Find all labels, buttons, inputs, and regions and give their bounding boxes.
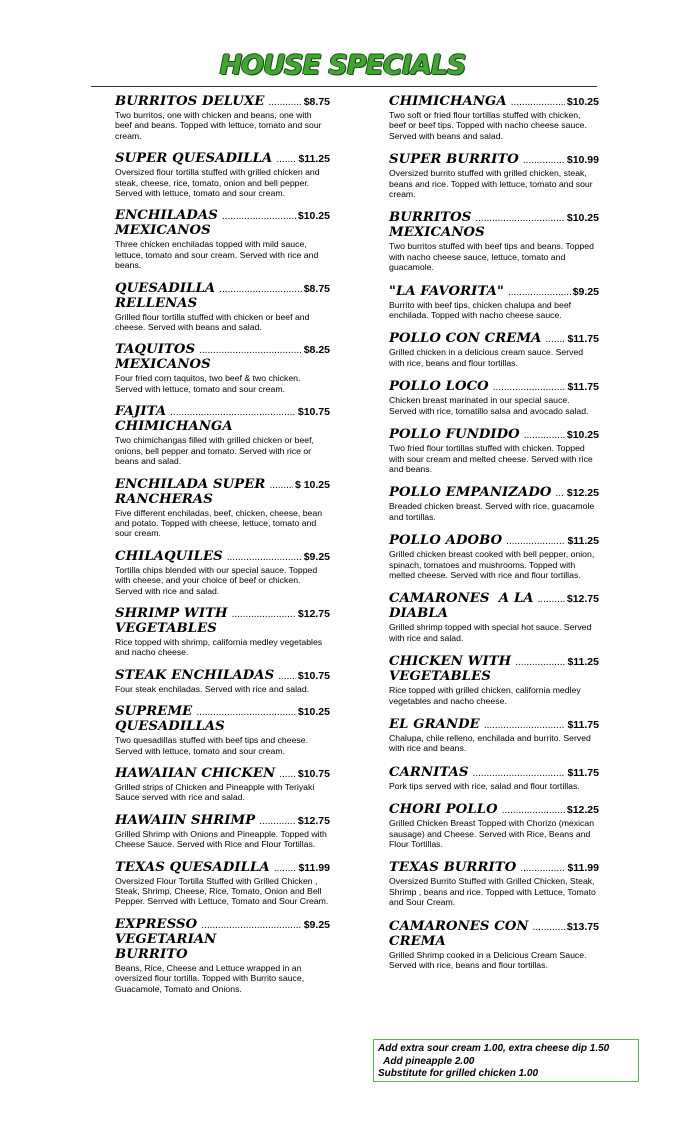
menu-item-description: Two quesadillas stuffed with beef tips and cheese. Served with lettuce, tomato and sour cream. xyxy=(115,735,309,756)
menu-item-header xyxy=(389,802,599,817)
menu-item-description: Grilled Shrimp with Onions and Pineapple. Topped with Cheese Sauce. Served with Rice and Flour Tortillas. xyxy=(115,828,327,850)
menu-item-header xyxy=(389,379,599,394)
menu-item-header xyxy=(115,477,330,492)
menu-item-name: HAWAIIAN CHICKEN xyxy=(115,765,276,781)
menu-item-header xyxy=(115,281,330,296)
menu-item-price: $11.25 xyxy=(567,535,599,548)
menu-item xyxy=(115,766,330,803)
menu-item-price: $10.99 xyxy=(566,154,599,167)
menu-item-description: Grilled shrimp topped with special hot sauce. Served with rice and salad. xyxy=(389,622,592,643)
menu-item-price: $12.75 xyxy=(297,607,330,620)
menu-item-name: BURRITOS DELUXE xyxy=(115,94,265,109)
menu-item-name: CARNITAS xyxy=(389,764,469,780)
menu-item-description: Three chicken enchiladas topped with mild sauce, lettuce, tomato and sour cream. Served with rice and beans. xyxy=(115,239,319,271)
menu-item-description: Grilled Chicken Breast Topped with Chorizo (mexican sausage) and Cheese. Served with Rice, Beans and Flour Tortillas. xyxy=(389,818,595,849)
menu-item xyxy=(389,765,599,791)
dot-leader xyxy=(199,346,302,356)
menu-item xyxy=(115,281,330,333)
menu-item xyxy=(389,533,599,580)
menu-item-header xyxy=(115,668,330,683)
dot-leader xyxy=(170,408,296,418)
menu-item-name: ENCHILADA SUPER xyxy=(115,476,266,492)
menu-item xyxy=(389,379,599,416)
dot-leader xyxy=(473,769,566,779)
menu-item-name-continued: MEXICANOS xyxy=(115,223,211,239)
menu-item-description: Burrito with beef tips, chicken chalupa and beef enchilada. Topped with nacho cheese sauce. xyxy=(389,299,572,321)
menu-item-description: Grilled chicken in a delicious cream sauce. Served with rice, beans and flour tortillas. xyxy=(389,347,584,368)
menu-item-header xyxy=(115,766,330,781)
menu-item-price: $11.99 xyxy=(567,862,599,875)
menu-item xyxy=(115,208,330,270)
menu-item-header xyxy=(389,717,599,732)
menu-item-header xyxy=(115,917,330,932)
menu-item-header xyxy=(115,549,330,564)
dot-leader xyxy=(227,553,302,563)
dot-leader xyxy=(232,610,296,620)
menu-item-price: $11.25 xyxy=(298,153,330,166)
dot-leader xyxy=(523,156,565,166)
menu-item-header xyxy=(389,210,599,225)
menu-item-price: $8.25 xyxy=(303,344,330,357)
menu-item-header xyxy=(389,591,599,606)
menu-item-price: $10.25 xyxy=(566,429,599,442)
menu-item-price: $10.25 xyxy=(297,706,330,719)
menu-item-description: Two burritos, one with chicken and beans, one with beef and beans. Topped with lettuce, tomato and sour cream. xyxy=(115,110,322,141)
menu-item-name: EXPRESSO xyxy=(115,916,198,932)
menu-item-name: EL GRANDE xyxy=(389,716,480,732)
menu-item-name-continued: RELLENAS xyxy=(115,295,198,311)
menu-item-header xyxy=(389,152,599,167)
menu-item-name: HAWAIIN SHRIMP xyxy=(115,812,256,828)
dot-leader xyxy=(201,921,301,931)
menu-column-right xyxy=(389,94,599,981)
menu-item-header xyxy=(115,860,330,875)
menu-item-header xyxy=(389,765,599,780)
menu-item xyxy=(115,342,330,394)
menu-item-name: CHICKEN WITH xyxy=(389,654,512,670)
dot-leader xyxy=(268,98,301,108)
menu-column-left xyxy=(115,94,330,1004)
menu-item xyxy=(389,284,599,321)
menu-item-name: STEAK ENCHILADAS xyxy=(115,667,275,683)
menu-item xyxy=(115,606,330,658)
dot-leader xyxy=(520,864,565,874)
extras-line-3: Substitute for grilled chicken 1.00 xyxy=(378,1068,539,1080)
menu-item-price: $9.25 xyxy=(572,285,599,298)
menu-item-price: $8.75 xyxy=(303,282,330,295)
menu-item-header xyxy=(389,860,599,875)
menu-item-price: $8.75 xyxy=(303,96,330,108)
menu-item-header xyxy=(115,94,330,109)
menu-item-name: FAJITA xyxy=(115,404,167,420)
title-divider xyxy=(91,86,597,87)
menu-item-header xyxy=(389,654,599,669)
menu-item-header xyxy=(115,342,330,357)
menu-item-description: Rice topped with grilled chicken, california medley vegetables and nacho cheese. xyxy=(389,685,581,706)
menu-item-description: Oversized Flour Tortilla Stuffed with Grilled Chicken , Steak, Shrimp, Cheese, Rice, Tomato, Onion and Bell Pepper. Serrved with Lettuce, Tomato and Sour Cream. xyxy=(115,875,329,907)
menu-item xyxy=(389,654,599,706)
menu-item-description: Oversized flour tortilla stuffed with grilled chicken and steak, cheese, rice, tomato, onion and bell pepper. Served with lettuce, tomato and sour cream. xyxy=(115,167,320,199)
menu-item-description: Pork tips served with rice, salad and flour tortillas. xyxy=(389,780,580,791)
menu-item-header xyxy=(389,533,599,548)
menu-item-description: Two soft or fried flour tortillas stuffed with chicken, beef or beef tips. Topped with nacho cheese sauce. Served with beans and salad. xyxy=(389,110,587,141)
menu-item-name: SHRIMP WITH xyxy=(115,605,228,621)
menu-item-description: Beans, Rice, Cheese and Lettuce wrapped in an oversized flour tortilla. Topped with Burrito sauce, Guacamole, Tomato and Onions. xyxy=(115,962,305,994)
extras-note-box xyxy=(373,1039,639,1082)
dot-leader xyxy=(533,923,565,933)
menu-item-price: $10.25 xyxy=(566,212,599,225)
menu-item xyxy=(389,152,599,199)
menu-item-name: ENCHILADAS xyxy=(115,208,218,224)
menu-item-header xyxy=(115,151,330,166)
dot-leader xyxy=(511,98,565,108)
dot-leader xyxy=(278,672,296,682)
menu-item-price: $11.75 xyxy=(567,766,599,779)
menu-item-name-continued: MEXICANOS xyxy=(389,225,485,241)
menu-item-header xyxy=(115,404,330,419)
menu-item-price: $12.25 xyxy=(566,804,599,817)
dot-leader xyxy=(196,708,296,718)
menu-item-name-continued: CHIMICHANGA xyxy=(115,419,233,435)
menu-item-name: TAQUITOS xyxy=(115,342,196,358)
menu-item-price: $10.75 xyxy=(297,767,330,780)
menu-item-name: SUPREME xyxy=(115,704,193,720)
menu-item xyxy=(389,94,599,141)
menu-item-description: Chicken breast marinated in our special sauce. Served with rice, tomatillo salsa and avocado salad. xyxy=(389,395,589,416)
menu-item-header xyxy=(115,704,330,719)
menu-item-price: $9.25 xyxy=(303,550,330,563)
dot-leader xyxy=(546,335,566,345)
menu-item-name: POLLO ADOBO xyxy=(389,533,503,549)
dot-leader xyxy=(502,806,565,816)
menu-item-header xyxy=(389,284,599,299)
menu-item-name: CAMARONES CON xyxy=(389,918,529,934)
dot-leader xyxy=(219,285,302,295)
menu-item-header xyxy=(389,485,599,500)
menu-item xyxy=(389,919,599,971)
menu-item xyxy=(115,94,330,141)
menu-item-price: $11.75 xyxy=(567,381,599,394)
menu-item-name: CHORI POLLO xyxy=(389,802,498,818)
menu-item-price: $11.99 xyxy=(298,861,330,874)
menu-item xyxy=(115,813,330,850)
dot-leader xyxy=(538,595,565,605)
menu-item xyxy=(389,717,599,754)
menu-item-description: Breaded chicken breast. Served with rice, guacamole and tortillas. xyxy=(389,501,595,522)
dot-leader xyxy=(508,288,571,298)
menu-item-header xyxy=(389,331,599,346)
menu-item xyxy=(115,477,330,539)
dot-leader xyxy=(475,214,565,224)
menu-item-description: Two burritos stuffed with beef tips and beans. Topped with nacho cheese sauce, lettuce, tomato and guacamole. xyxy=(389,241,594,273)
menu-item xyxy=(389,485,599,522)
menu-item-description: Oversized burrito stuffed with grilled chicken, steak, beans and rice. Topped with lettuce, tomato and sour cream. xyxy=(389,168,593,200)
menu-item xyxy=(115,917,330,994)
dot-leader xyxy=(222,212,296,222)
extras-line-1: Add extra sour cream 1.00, extra cheese dip 1.50 xyxy=(378,1043,610,1054)
menu-item-header xyxy=(115,813,330,828)
menu-item xyxy=(115,668,330,694)
menu-item-price: $12.25 xyxy=(566,487,599,500)
menu-item-description: Five different enchiladas, beef, chicken, cheese, bean and potato. Topped with cheese, lettuce, tomato and sour cream. xyxy=(115,507,323,539)
menu-item-description: Four steak enchiladas. Served with rice and salad. xyxy=(115,683,310,694)
menu-item-name: QUESADILLA xyxy=(115,280,216,296)
dot-leader xyxy=(276,155,296,165)
menu-item xyxy=(389,210,599,272)
menu-item-name: SUPER QUESADILLA xyxy=(115,151,273,167)
menu-item-name-continued: CREMA xyxy=(389,933,446,949)
menu-item-name: TEXAS QUESADILLA xyxy=(115,859,270,875)
dot-leader xyxy=(515,658,565,668)
menu-item-price: $10.75 xyxy=(297,406,330,419)
menu-item-name: "LA FAVORITA" xyxy=(389,283,504,299)
menu-item-description: Rice topped with shrimp, california medley vegetables and nacho cheese. xyxy=(115,636,323,658)
menu-item-name: TEXAS BURRITO xyxy=(389,860,517,876)
menu-item-name: CHIMICHANGA xyxy=(389,94,507,109)
menu-item-description: Four fried corn taquitos, two beef & two chicken. Served with lettuce, tomato and sour cream. xyxy=(115,373,301,394)
dot-leader xyxy=(269,481,293,491)
menu-item xyxy=(389,591,599,643)
menu-item-name-continued: VEGETARIAN BURRITO xyxy=(115,931,217,962)
menu-item xyxy=(389,427,599,474)
menu-item-name-continued: QUESADILLAS xyxy=(115,719,225,735)
menu-item-description: Chalupa, chile relleno, enchilada and burrito. Served with rice and beans. xyxy=(389,732,591,754)
dot-leader xyxy=(274,864,297,874)
menu-item xyxy=(115,151,330,198)
menu-item-description: Oversized Burrito Stuffed with Grilled Chicken, Steak, Shrimp , beans and rice. Topped with Lettuce, Tomato and Sour Cream. xyxy=(389,876,596,908)
menu-item-name: BURRITOS xyxy=(389,210,472,226)
dot-leader xyxy=(484,721,566,731)
dot-leader xyxy=(555,489,564,499)
menu-item-description: Grilled flour tortilla stuffed with chicken or beef and cheese. Served with beans and salad. xyxy=(115,311,310,333)
dot-leader xyxy=(279,770,296,780)
menu-item-name: POLLO FUNDIDO xyxy=(389,427,520,443)
menu-item xyxy=(115,704,330,756)
menu-item-description: Grilled strips of Chicken and Pineapple with Teriyaki Sauce served with rice and salad. xyxy=(115,781,315,803)
menu-item-description: Grilled chicken breast cooked with bell pepper, onion, spinach, tomatoes and mushrooms. Topped with melted cheese. Served with rice and flour tortillas. xyxy=(389,549,595,580)
menu-item-price: $11.75 xyxy=(567,333,599,346)
menu-item-description: Grilled Shrimp cooked in a Delicious Cream Sauce. Served with rice, beans and flour tortillas. xyxy=(389,949,587,971)
menu-item-name: POLLO EMPANIZADO xyxy=(389,485,552,501)
menu-item-price: $9.25 xyxy=(303,918,330,931)
dot-leader xyxy=(506,537,565,547)
page-title: HOUSE SPECIALS xyxy=(219,50,466,81)
menu-item-name: CAMARONES A LA xyxy=(389,591,534,607)
menu-item xyxy=(389,331,599,368)
menu-item-name: POLLO LOCO xyxy=(389,379,489,395)
menu-item xyxy=(115,549,330,596)
menu-item xyxy=(389,802,599,849)
menu-item-price: $ 10.25 xyxy=(294,478,330,491)
menu-item-price: $13.75 xyxy=(566,920,599,933)
menu-item-price: $10.25 xyxy=(297,210,330,223)
dot-leader xyxy=(259,817,296,827)
menu-item-header xyxy=(115,606,330,621)
menu-item-price: $10.25 xyxy=(566,96,599,108)
menu-item-header xyxy=(389,427,599,442)
menu-item-name-continued: VEGETABLES xyxy=(115,620,217,636)
menu-item-price: $12.75 xyxy=(566,593,599,606)
menu-item xyxy=(115,860,330,907)
dot-leader xyxy=(493,383,566,393)
menu-item-description: Tortilla chips blended with our special sauce. Topped with cheese, and your choice of beef or chicken. Served with rice and salad. xyxy=(115,564,318,596)
menu-item-price: $11.25 xyxy=(567,656,599,669)
menu-item-name-continued: VEGETABLES xyxy=(389,669,491,685)
menu-item-name: POLLO CON CREMA xyxy=(389,331,542,347)
menu-item-header xyxy=(389,919,599,934)
dot-leader xyxy=(524,431,565,441)
menu-item-name-continued: RANCHERAS xyxy=(115,491,213,507)
menu-item-header xyxy=(115,208,330,223)
menu-item-description: Two fried flour tortillas stuffed with chicken. Topped with sour cream and melted cheese. Served with rice and beans. xyxy=(389,443,593,474)
menu-item-name-continued: MEXICANOS xyxy=(115,357,211,373)
menu-item-price: $10.75 xyxy=(297,669,330,682)
menu-item-header xyxy=(389,94,599,109)
menu-item-description: Two chimichangas filled with grilled chicken or beef, onions, bell pepper and tomato. Served with rice or beans and salad. xyxy=(115,435,314,467)
menu-item-name: CHILAQUILES xyxy=(115,548,223,564)
menu-item-name-continued: DIABLA xyxy=(389,606,449,622)
menu-item xyxy=(115,404,330,466)
extras-line-2: Add pineapple 2.00 xyxy=(378,1055,475,1067)
menu-item xyxy=(389,860,599,907)
menu-item-price: $11.75 xyxy=(567,718,599,731)
menu-item-price: $12.75 xyxy=(297,814,330,827)
menu-item-name: SUPER BURRITO xyxy=(389,152,519,168)
